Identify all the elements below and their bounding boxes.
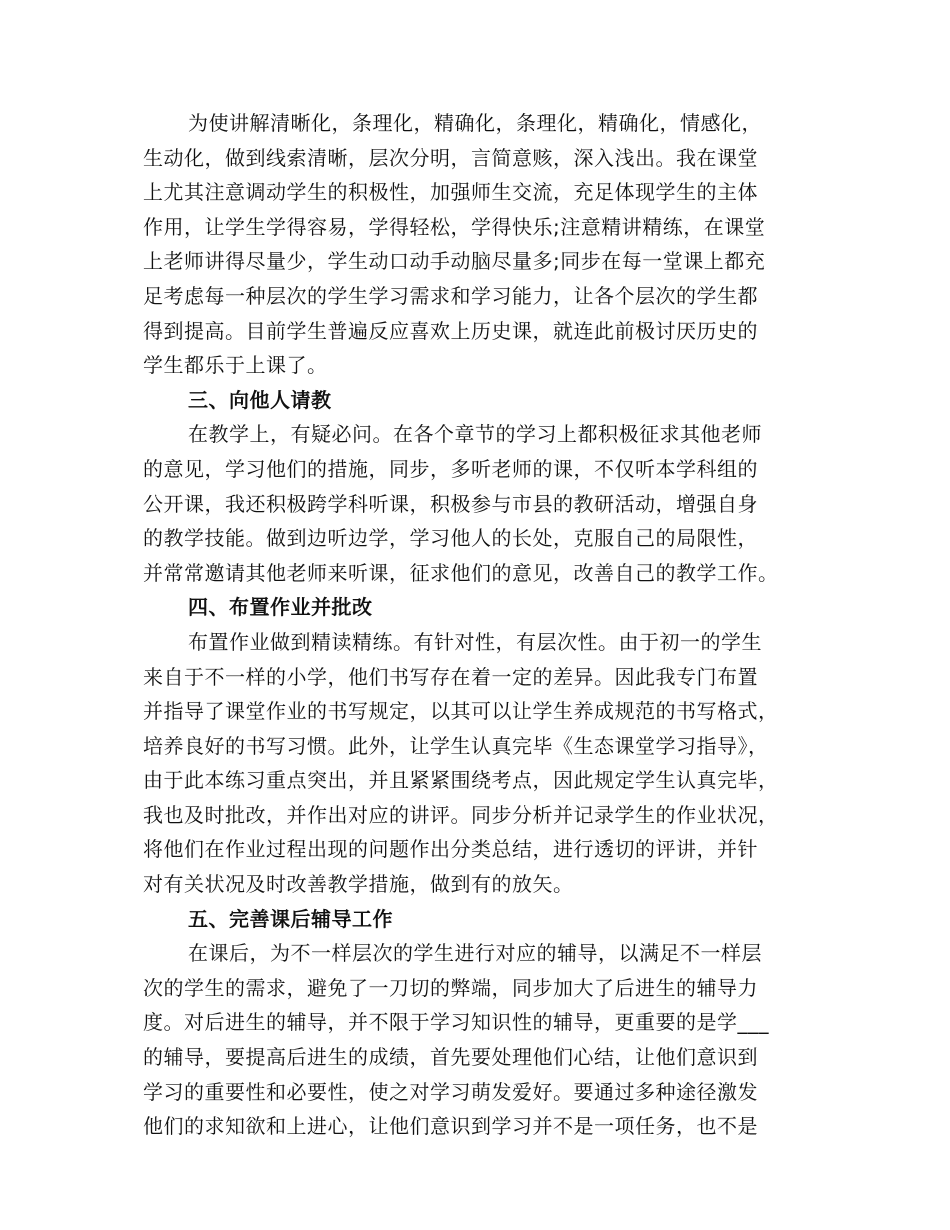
- paragraph-teaching-clarity: [143, 106, 808, 383]
- text-line: 在教学上，有疑必问。在各个章节的学习上都积极征求其他老师: [188, 422, 762, 447]
- section-heading-5: [143, 902, 808, 937]
- text-line: 次的学生的需求，避免了一刀切的弊端，同步加大了后进生的辅导力: [143, 975, 758, 1000]
- text-line: 由于此本练习重点突出，并且紧紧围绕考点，因此规定学生认真完毕，: [143, 768, 779, 793]
- paragraph-homework: [143, 625, 808, 902]
- text-line: 并常常邀请其他老师来听课，征求他们的意见，改善自己的教学工作。: [143, 560, 779, 585]
- text-line: 对有关状况及时改善教学措施，做到有的放矢。: [143, 872, 574, 897]
- text-line: 度。对后进生的辅导，并不限于学习知识性的辅导，更重要的是学___: [143, 1010, 769, 1035]
- text-line: 将他们在作业过程出现的问题作出分类总结，进行透切的评讲，并针: [143, 837, 758, 862]
- text-line: 作用，让学生学得容易，学得轻松，学得快乐;注意精讲精练，在课堂: [143, 214, 766, 239]
- document-body: [143, 106, 808, 1144]
- heading-text: 五、完善课后辅导工作: [188, 906, 393, 931]
- text-line: 得到提高。目前学生普遍反应喜欢上历史课，就连此前极讨厌历史的: [143, 318, 758, 343]
- text-line: 我也及时批改，并作出对应的讲评。同步分析并记录学生的作业状况，: [143, 802, 779, 827]
- text-line: 培养良好的书写习惯。此外，让学生认真完毕《生态课堂学习指导》，: [143, 733, 769, 758]
- text-line: 足考虑每一种层次的学生学习需求和学习能力，让各个层次的学生都: [143, 283, 758, 308]
- text-line: 他们的求知欲和上进心，让他们意识到学习并不是一项任务，也不是: [143, 1114, 758, 1139]
- heading-text: 四、布置作业并批改: [188, 595, 373, 620]
- text-line: 生动化，做到线索清晰，层次分明，言简意赅，深入浅出。我在课堂: [143, 145, 758, 170]
- text-line: 来自于不一样的小学，他们书写存在着一定的差异。因此我专门布置: [143, 664, 758, 689]
- text-line: 上老师讲得尽量少，学生动口动手动脑尽量多;同步在每一堂课上都充: [143, 249, 766, 274]
- text-line: 的教学技能。做到边听边学，学习他人的长处，克服自己的局限性，: [143, 526, 758, 551]
- paragraph-ask-others: [143, 417, 808, 590]
- text-line: 布置作业做到精读精练。有针对性，有层次性。由于初一的学生: [188, 629, 762, 654]
- text-line: 为使讲解清晰化，条理化，精确化，条理化，精确化，情感化，: [188, 111, 762, 135]
- heading-text: 三、向他人请教: [188, 387, 332, 412]
- section-heading-3: [143, 383, 808, 418]
- text-line: 的意见，学习他们的措施，同步，多听老师的课，不仅听本学科组的: [143, 456, 758, 481]
- text-line: 上尤其注意调动学生的积极性，加强师生交流，充足体现学生的主体: [143, 180, 758, 205]
- text-line: 的辅导，要提高后进生的成绩，首先要处理他们心结，让他们意识到: [143, 1045, 758, 1070]
- text-line: 并指导了课堂作业的书写规定，以其可以让学生养成规范的书写格式，: [143, 699, 779, 724]
- section-heading-4: [143, 590, 808, 625]
- text-line: 学生都乐于上课了。: [143, 353, 328, 378]
- text-line: 公开课，我还积极跨学科听课，积极参与市县的教研活动，增强自身: [143, 491, 758, 516]
- text-line: 学习的重要性和必要性，使之对学习萌发爱好。要通过多种途径激发: [143, 1079, 758, 1104]
- text-line: 在课后，为不一样层次的学生进行对应的辅导，以满足不一样层: [188, 941, 762, 966]
- paragraph-after-class-tutoring: [143, 936, 808, 1144]
